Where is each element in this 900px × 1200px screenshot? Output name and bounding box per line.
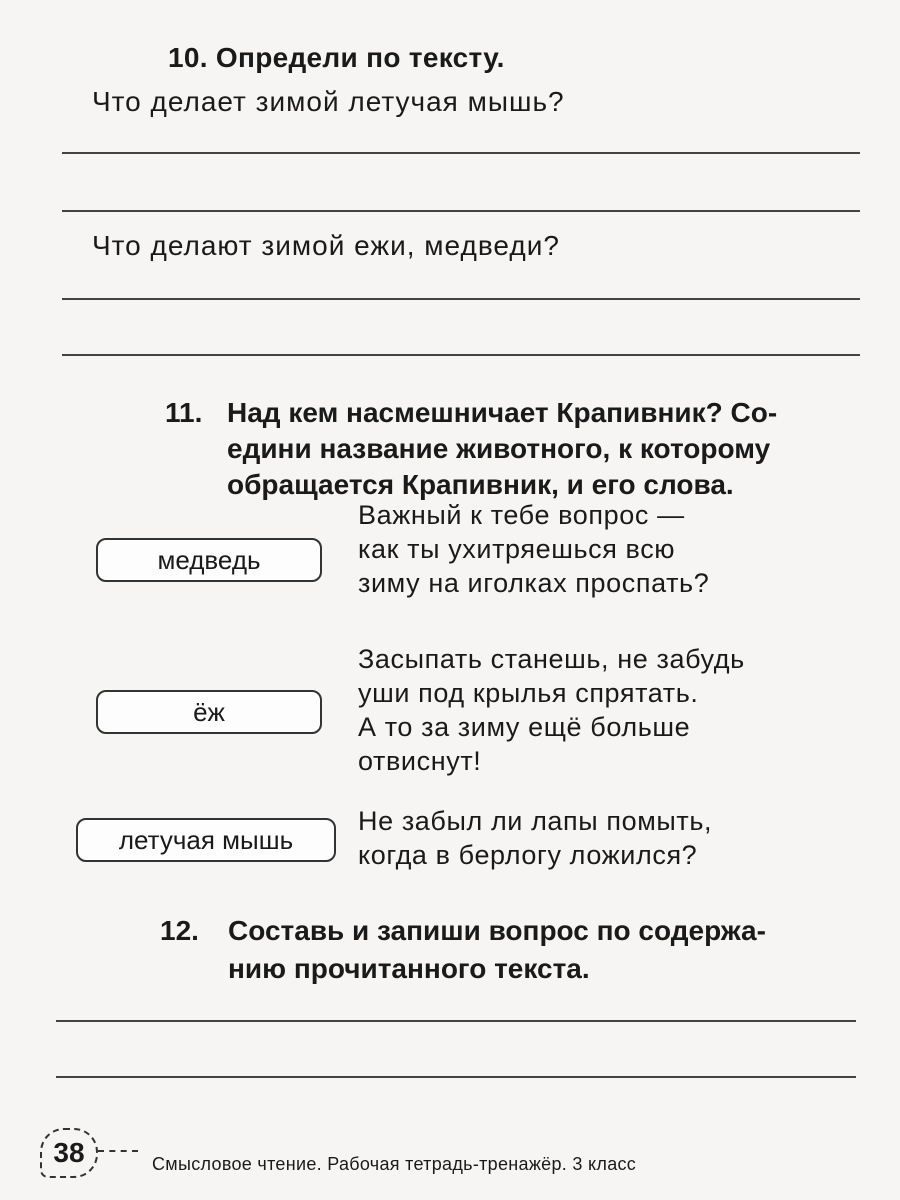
quote-line: А то за зиму ещё больше [358, 712, 691, 742]
task-10-question-2: Что делают зимой ежи, медведи? [92, 230, 560, 261]
task-12-instructions [228, 912, 766, 988]
answer-line[interactable] [56, 1076, 856, 1078]
task-10-question-1: Что делает зимой летучая мышь? [92, 86, 565, 117]
answer-line[interactable] [62, 152, 860, 154]
task-11-instructions [227, 395, 859, 503]
answer-line[interactable] [56, 1020, 856, 1022]
animal-box-bear[interactable]: медведь [96, 538, 322, 582]
quote-line: зиму на иголках проспать? [358, 568, 710, 598]
quote-line: отвиснут! [358, 746, 482, 776]
quote-line: Не забыл ли лапы помыть, [358, 806, 713, 836]
animal-box-hedgehog[interactable]: ёж [96, 690, 322, 734]
animal-box-bat[interactable]: летучая мышь [76, 818, 336, 862]
answer-line[interactable] [62, 354, 860, 356]
page-footer [40, 1128, 840, 1180]
quote-1[interactable] [358, 498, 709, 600]
quote-line: как ты ухитряешься всю [358, 534, 676, 564]
quote-line: Засыпать станешь, не забудь [358, 644, 745, 674]
task-11-line: обращается Крапивник, и его слова. [227, 469, 734, 500]
task-11-number: 11. [165, 397, 203, 428]
quote-3[interactable] [358, 804, 712, 872]
task-12-line: нию прочитанного текста. [228, 953, 590, 984]
task-10-title: Определи по тексту. [215, 42, 505, 73]
answer-line[interactable] [62, 210, 860, 212]
footer-title: Смысловое чтение. Рабочая тетрадь-тренажёр. 3 класс [152, 1154, 637, 1174]
task-11-line: едини название животного, к которому [227, 433, 771, 464]
quote-line: уши под крылья спрятать. [358, 678, 699, 708]
quote-line: когда в берлогу ложился? [358, 840, 698, 870]
footer-divider [98, 1150, 138, 1152]
page-number: 38 [40, 1128, 98, 1178]
quote-line: Важный к тебе вопрос — [358, 500, 685, 530]
task-10-number: 10. [168, 42, 208, 73]
answer-line[interactable] [62, 298, 860, 300]
task-10-heading [168, 42, 505, 74]
quote-2[interactable] [358, 642, 745, 778]
task-11-line: Над кем насмешничает Крапивник? Со- [227, 397, 778, 428]
task-12-line: Составь и запиши вопрос по содержа- [228, 915, 766, 946]
task-12-number: 12. [160, 915, 199, 946]
